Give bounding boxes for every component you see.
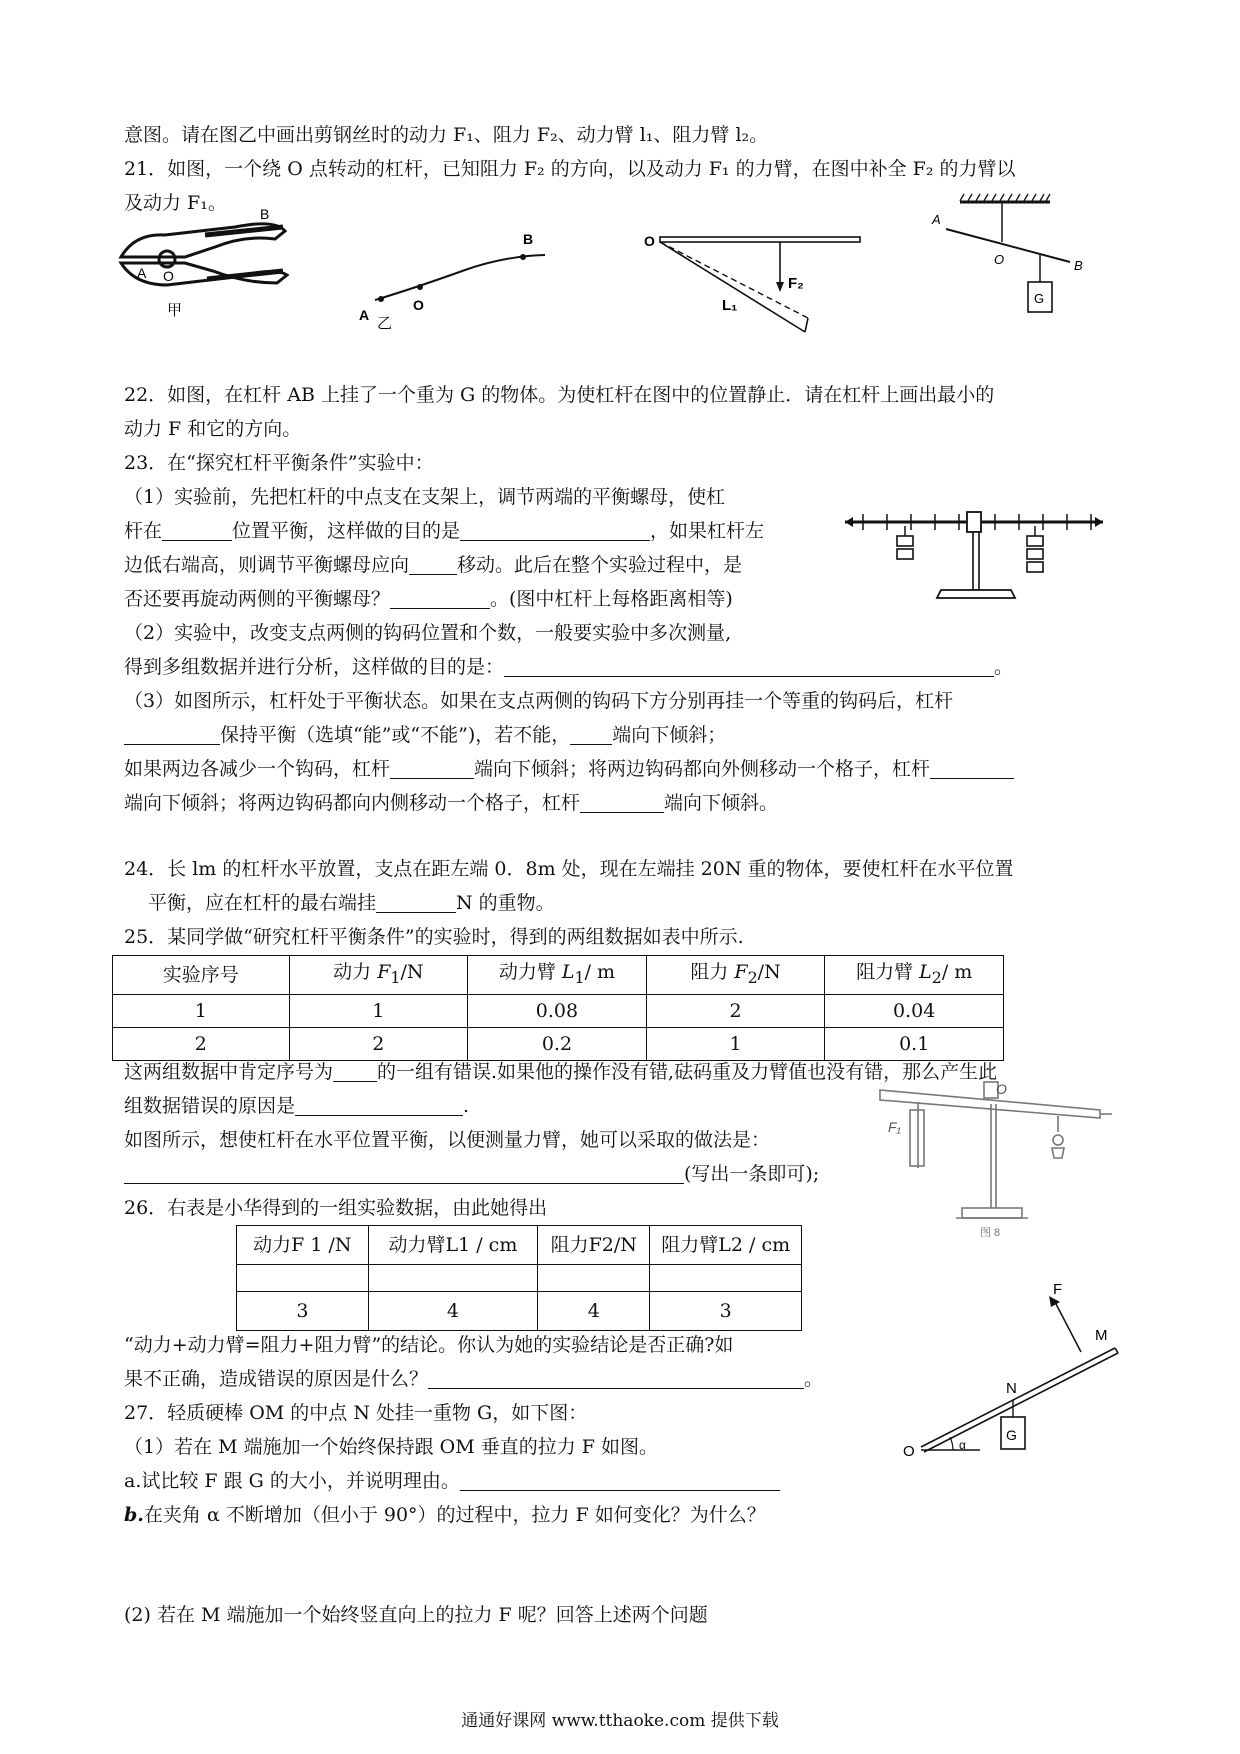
answer-blank[interactable]	[580, 790, 664, 813]
q25-lever-figure	[868, 1080, 1118, 1240]
question-23-part1-line3: 边低右端高，则调节平衡螺母应向 移动。此后在整个实验过程中，是	[124, 554, 743, 576]
table-header-cell: 实验序号	[113, 956, 290, 995]
q25-fig-caption: 图 8	[980, 1227, 1001, 1239]
pliers-label-o: O	[163, 268, 174, 284]
question-21-text: 21．如图，一个绕 O 点转动的杠杆，已知阻力 F₂ 的方向，以及动力 F₁ 的力臂，在图中补全 F₂ 的力臂以	[124, 158, 1016, 180]
q22-label-a: A	[932, 212, 941, 227]
text-line-top: 意图。请在图乙中画出剪钢丝时的动力 F₁、阻力 F₂、动力臂 l₁、阻力臂 l₂。	[124, 124, 769, 146]
question-26-line-c: “动力+动力臂=阻力+阻力臂”的结论。你认为她的实验结论是否正确?如	[124, 1334, 734, 1356]
yi-label-o: O	[413, 297, 424, 313]
table-header-cell: 阻力臂 $L_2/$ m	[825, 956, 1004, 995]
question-27-part-a: a.试比较 F 跟 G 的大小，并说明理由。	[124, 1464, 780, 1498]
answer-blank[interactable]	[162, 518, 232, 541]
answer-blank[interactable]	[428, 1366, 804, 1389]
table-cell: 4	[368, 1292, 537, 1331]
question-23-part1-line4: 否还要再旋动两侧的平衡螺母？ 。(图中杠杆上每格距离相等)	[124, 588, 733, 610]
q25-label-f1: F₁	[888, 1119, 901, 1135]
answer-blank[interactable]	[390, 586, 490, 609]
table-q25	[112, 955, 1004, 1061]
answer-blank[interactable]	[376, 890, 456, 913]
question-23-part2-line2: 得到多组数据并进行分析，这样做的目的是： 。	[124, 656, 1014, 678]
q23-balance-figure	[845, 498, 1105, 608]
answer-blank[interactable]	[460, 518, 650, 541]
q21-label-o: O	[644, 233, 655, 249]
table-row	[237, 1292, 802, 1331]
q22-label-o: O	[994, 252, 1005, 267]
table-cell: 4	[538, 1292, 650, 1331]
table-cell: 3	[650, 1292, 802, 1331]
answer-blank[interactable]	[930, 756, 1014, 779]
q27-label-f: F	[1053, 1281, 1063, 1298]
answer-blank[interactable]	[390, 756, 474, 779]
answer-blank[interactable]	[570, 722, 612, 745]
question-24-text-cont: 平衡，应在杠杆的最右端挂 N 的重物。	[148, 892, 555, 914]
table-cell	[368, 1265, 537, 1292]
question-26-heading: 26．右表是小华得到的一组实验数据，由此她得出	[124, 1197, 548, 1219]
table-cell: 0.08	[468, 994, 647, 1027]
table-header-row	[113, 956, 1004, 995]
question-23-part1-text: （1）实验前，先把杠杆的中点支在支架上，调节两端的平衡螺母，使杠	[124, 486, 726, 508]
question-23-part3-text: （3）如图所示，杠杆处于平衡状态。如果在支点两侧的钩码下方分别再挂一个等重的钩码后，杠杆	[124, 690, 954, 712]
q22-label-g: G	[1034, 291, 1045, 306]
question-27-part2: (2) 若在 M 端施加一个始终竖直向上的拉力 F 呢？回答上述两个问题	[124, 1604, 708, 1626]
page-footer: 通通好课网 www.tthaoke.com 提供下载	[461, 1711, 779, 1731]
table-cell: 0.1	[825, 1027, 1004, 1060]
q22-lever-figure	[930, 192, 1100, 352]
table-cell	[538, 1265, 650, 1292]
q27-label-n: N	[1006, 1380, 1017, 1397]
pliers-figure	[115, 205, 305, 325]
answer-blank[interactable]	[504, 654, 994, 677]
table-cell: 3	[237, 1292, 369, 1331]
table-header-cell: 阻力 $F_2/N$	[646, 956, 825, 995]
question-25-line-e: 如图所示，想使杠杆在水平位置平衡，以便测量力臂，她可以采取的做法是：	[124, 1129, 771, 1151]
yi-caption: 乙	[377, 315, 393, 332]
table-cell	[650, 1265, 802, 1292]
q21-label-l1: L₁	[722, 297, 738, 314]
question-23-part3-line3: 如果两边各减少一个钩码，杠杆 端向下倾斜；将两边钩码都向外侧移动一个格子，杠杆	[124, 752, 1014, 786]
q21-lever-figure	[640, 232, 880, 342]
question-23-part1-line2: 杆在 位置平衡，这样做的目的是 ，如果杠杆左	[124, 520, 765, 542]
question-23-part3-line4: 端向下倾斜；将两边钩码都向内侧移动一个格子，杠杆 端向下倾斜。	[124, 792, 779, 814]
answer-blank[interactable]	[460, 1468, 780, 1491]
table-cell	[237, 1265, 369, 1292]
q27-label-g: G	[1006, 1427, 1017, 1443]
table-q26	[236, 1225, 802, 1331]
table-header-cell: 动力臂L1 / cm	[368, 1226, 537, 1265]
table-row	[113, 994, 1004, 1027]
question-24-text: 24．长 lm 的杠杆水平放置，支点在距左端 0．8m 处，现在左端挂 20N 重的物体，要使杠杆在水平位置	[124, 858, 1014, 880]
question-27-heading: 27．轻质硬棒 OM 的中点 N 处挂一重物 G，如下图：	[124, 1402, 588, 1424]
table-header-cell: 动力臂 $L_1/$ m	[468, 956, 647, 995]
answer-blank[interactable]	[124, 722, 220, 745]
table-cell: 2	[646, 994, 825, 1027]
question-23-part3-line2: 保持平衡（选填“能”或“不能”)，若不能， 端向下倾斜；	[124, 718, 726, 752]
q27-lever-figure	[903, 1281, 1145, 1475]
q27-label-o: O	[903, 1443, 915, 1460]
question-27-part1: （1）若在 M 端施加一个始终保持跟 OM 垂直的拉力 F 如图。	[124, 1436, 658, 1458]
question-21-text-cont: 及动力 F₁。	[124, 192, 227, 214]
answer-blank[interactable]	[409, 552, 457, 575]
table-header-cell: 阻力臂L2 / cm	[650, 1226, 802, 1265]
table-header-cell: 阻力F2/N	[538, 1226, 650, 1265]
question-27-part-b: b.在夹角 α 不断增加（但小于 90°）的过程中，拉力 F 如何变化？为什么？	[124, 1504, 766, 1526]
question-25-line-c: 这两组数据中肯定序号为 的一组有错误.如果他的操作没有错,砝码重及力臂值也没有错，那么产生此	[124, 1061, 998, 1083]
q22-label-b: B	[1074, 258, 1083, 273]
table-cell: 2	[289, 1027, 468, 1060]
table-cell: 0.04	[825, 994, 1004, 1027]
table-cell: 1	[289, 994, 468, 1027]
table-cell: 2	[113, 1027, 290, 1060]
yi-label-a: A	[359, 307, 370, 323]
table-cell: 1	[646, 1027, 825, 1060]
answer-blank[interactable]	[124, 1161, 684, 1184]
table-header-cell: 动力F 1 /N	[237, 1226, 369, 1265]
question-25-heading: 25．某同学做“研究杠杆平衡条件”的实验时，得到的两组数据如表中所示.	[124, 926, 744, 948]
q27-label-alpha: α	[959, 1438, 966, 1452]
answer-blank[interactable]	[333, 1059, 377, 1082]
q27-label-m: M	[1095, 1327, 1108, 1344]
lever-yi-figure	[355, 230, 555, 330]
pliers-caption: 甲	[167, 302, 183, 319]
table-header-cell: 动力 $F_1/N$	[289, 956, 468, 995]
q21-label-f2: F₂	[788, 275, 804, 292]
pliers-label-a: A	[137, 265, 147, 281]
answer-blank[interactable]	[295, 1093, 463, 1116]
question-22-text: 22．如图，在杠杆 AB 上挂了一个重为 G 的物体。为使杠杆在图中的位置静止．请在杠杆上画出最小的	[124, 384, 995, 406]
question-23-heading: 23．在“探究杠杆平衡条件”实验中：	[124, 452, 434, 474]
question-25-line-d: 组数据错误的原因是 .	[124, 1095, 470, 1117]
question-25-line-f: (写出一条即可);	[124, 1157, 819, 1191]
table-cell: 0.2	[468, 1027, 647, 1060]
table-header-row	[237, 1226, 802, 1265]
yi-label-b: B	[523, 231, 534, 247]
pliers-label-b: B	[260, 206, 270, 222]
question-22-text-cont: 动力 F 和它的方向。	[124, 418, 302, 440]
table-row	[237, 1265, 802, 1292]
question-26-line-d: 果不正确，造成错误的原因是什么？ 。	[124, 1368, 824, 1390]
question-23-part2-text: （2）实验中，改变支点两侧的钩码位置和个数，一般要实验中多次测量,	[124, 622, 732, 644]
q25-label-o: O	[996, 1081, 1007, 1097]
table-cell: 1	[113, 994, 290, 1027]
